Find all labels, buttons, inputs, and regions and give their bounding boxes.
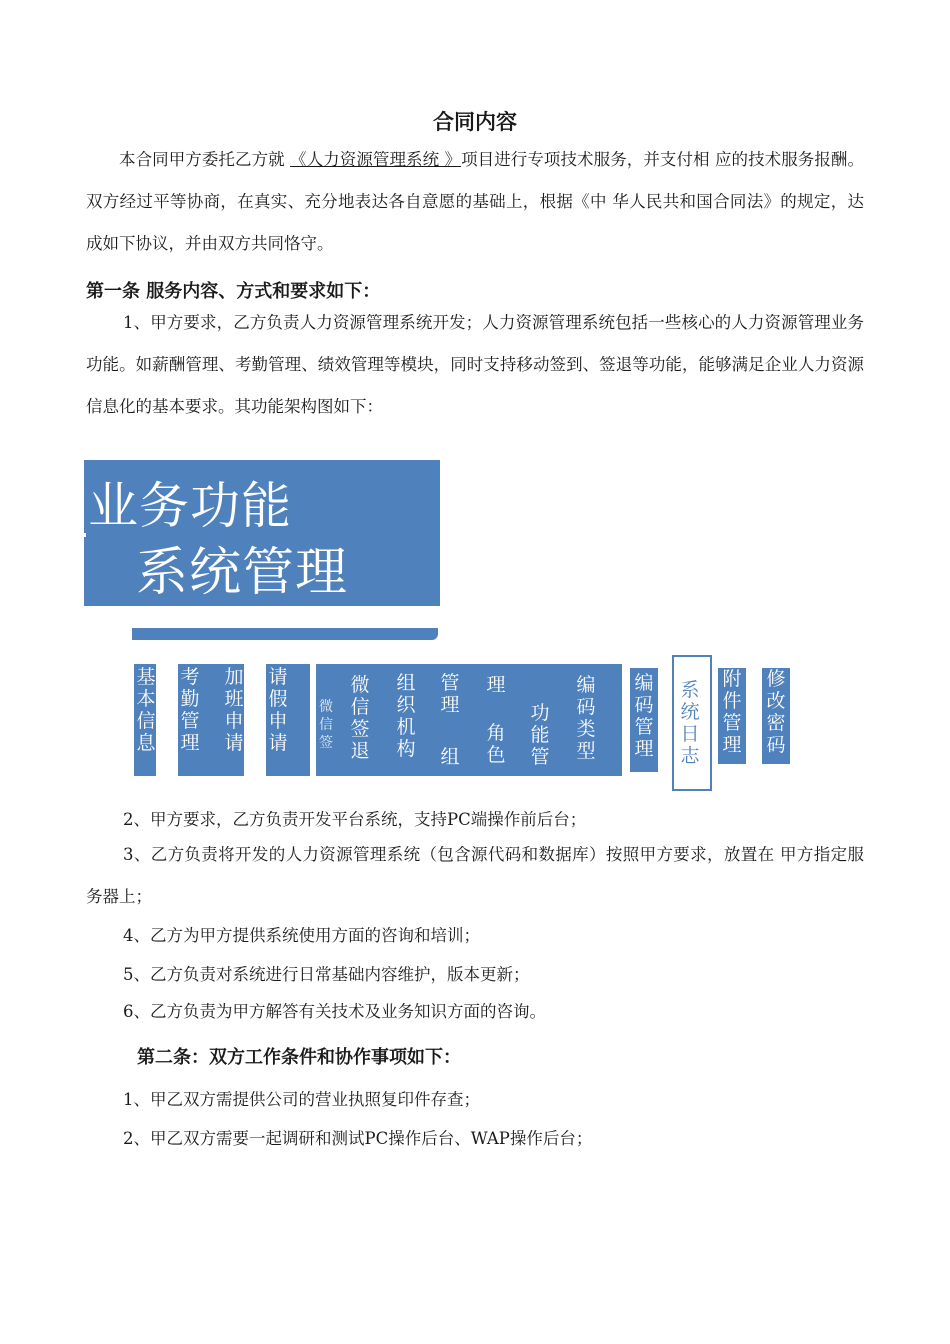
- diagram-group-system: [316, 664, 622, 776]
- diagram-box-code-mgmt: 编码管理: [630, 668, 658, 772]
- article1-item6: 6、乙方负责为甲方解答有关技术及业务知识方面的咨询。: [123, 1002, 546, 1021]
- intro-after: 项目进行专项技术服务，并支付相 应的技术服务报酬。双方经过平等协商，在真实、充分地表达各自意愿的基础上，根据《中 华人民共和国合同法》的规定，达成如下协议，并由双方共同恪守。: [86, 150, 865, 253]
- diagram-box-org: 组织机构: [396, 672, 416, 760]
- intro-paragraph: [86, 139, 864, 265]
- intro-before: 本合同甲方委托乙方就: [119, 150, 291, 169]
- article2-item1: 1、甲乙双方需提供公司的营业执照复印件存查；: [123, 1090, 480, 1109]
- page-title: 合同内容: [433, 110, 517, 134]
- diagram-box-leave: 请假申请: [266, 664, 310, 776]
- diagram-box-system-log: 系统日志: [672, 655, 712, 791]
- article2-item2: 2、甲乙双方需要一起调研和测试PC操作后台、WAP操作后台；: [123, 1129, 593, 1148]
- diagram-box-role: 角色: [486, 722, 506, 766]
- diagram-connector-bar: [132, 628, 438, 640]
- article1-item4: 4、乙方为甲方提供系统使用方面的咨询和培训；: [123, 926, 480, 945]
- article2-heading: 第二条：双方工作条件和协作事项如下：: [137, 1047, 461, 1068]
- article1-heading: 第一条 服务内容、方式和要求如下：: [86, 281, 381, 302]
- article1-item1: 1、甲方要求，乙方负责人力资源管理系统开发；人力资源管理系统包括一些核心的人力资源管理业务功能。如薪酬管理、考勤管理、绩效管理等模块，同时支持移动签到、签退等功能，能够满足企业人力资源信息化的基本要求。其功能架构图如下：: [86, 313, 864, 416]
- article1-item3: 3、乙方负责将开发的人力资源管理系统（包含源代码和数据库）按照甲方要求，放置在 甲方指定服务器上；: [86, 845, 864, 906]
- diagram-box-group: 组: [440, 746, 460, 768]
- banner-line2: 系统管理: [136, 543, 349, 603]
- diagram-box-mgmt: 管理: [440, 672, 460, 716]
- project-name: 《人力资源管理系统 》: [290, 150, 462, 169]
- diagram-box-function: 功能管: [530, 702, 550, 768]
- diagram-box-attendance: 考勤管理: [178, 664, 222, 776]
- article1-item2: 2、甲方要求，乙方负责开发平台系统，支持PC端操作前后台；: [123, 810, 587, 829]
- diagram-box-password: 修改密码: [762, 668, 790, 764]
- diagram-box-code-type: 编码类型: [576, 674, 596, 762]
- diagram-box-wechat-signin: 微信签: [319, 699, 333, 751]
- banner-line1: 业务功能: [88, 477, 292, 535]
- diagram-box-li: 理: [486, 674, 506, 696]
- diagram-banner: [84, 460, 440, 606]
- diagram-box-basic-info: 基本信息: [134, 664, 178, 776]
- diagram-box-overtime: 加班申请: [222, 664, 266, 776]
- diagram-box-wechat-signout: 微信签退: [350, 674, 370, 762]
- diagram-box-attachment: 附件管理: [718, 668, 746, 764]
- article1-item5: 5、乙方负责对系统进行日常基础内容维护，版本更新；: [123, 965, 530, 984]
